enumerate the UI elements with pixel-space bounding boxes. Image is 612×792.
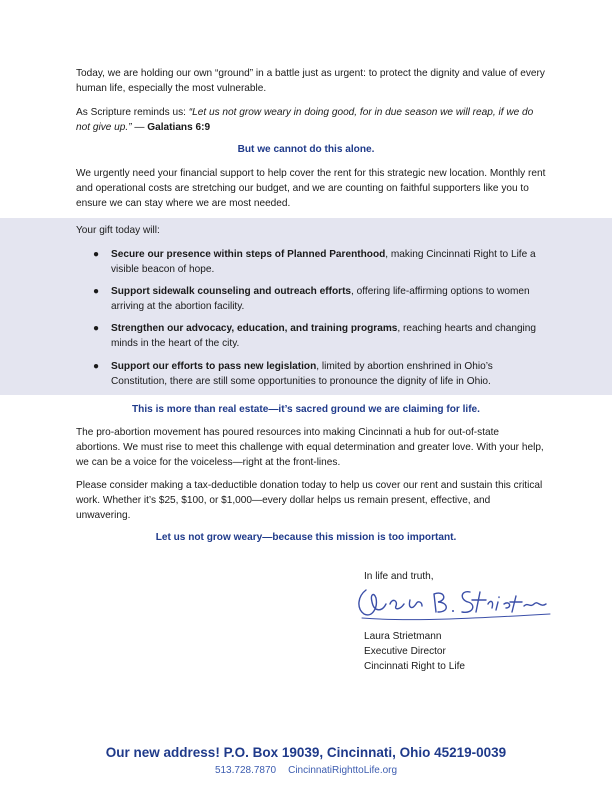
scripture-dash: —	[131, 122, 148, 133]
bullet-dot-icon: ●	[93, 361, 100, 372]
footer-contact	[0, 765, 612, 776]
callout-not-grow-weary: Let us not grow weary—because this mission is too important.	[155, 532, 457, 543]
scripture-reference: Galatians 6:9	[147, 122, 211, 133]
bullet-dot-icon: ●	[93, 323, 100, 334]
footer-phone: 513.728.7870	[214, 765, 277, 776]
scripture-paragraph	[76, 105, 546, 135]
bullet-text: , making Cincinnati Right to Life a visible beacon of hope.	[111, 249, 536, 275]
bullet-dot-icon: ●	[93, 249, 100, 260]
intro-paragraph: Today, we are holding our own “ground” in a battle just as urgent: to protect the dignity and value of every human life, especially the most vulnerable.	[76, 68, 545, 94]
scripture-lead: As Scripture reminds us:	[76, 107, 189, 118]
handwritten-signature	[352, 578, 552, 628]
gift-lead: Your gift today will:	[76, 225, 160, 236]
bullet-bold-text: Support our efforts to pass new legislation	[111, 361, 317, 372]
appeal-paragraph: We urgently need your financial support to help cover the rent for this strategic new location. Monthly rent and operational costs are stretching our budget, and we are counting on faithful supporters like you to ensure we can stay where we are most needed.	[76, 168, 546, 209]
bullet-bold-text: Support sidewalk counseling and outreach efforts	[111, 286, 352, 297]
bullet-text: , offering life-affirming options to women arriving at the abortion facility.	[111, 286, 530, 312]
donation-paragraph: Please consider making a tax-deductible donation today to help us cover our rent and sustain this critical work. Whether it’s $25, $100, or $1,000—every dollar helps us remain present, effective, and unwavering.	[76, 480, 543, 521]
bullet-text: , reaching hearts and changing minds in the heart of the city.	[111, 323, 537, 349]
bullet-bold-text: Secure our presence within steps of Planned Parenthood	[111, 249, 386, 260]
callout-sacred-ground: This is more than real estate—it’s sacred ground we are claiming for life.	[132, 404, 480, 415]
callout-not-alone: But we cannot do this alone.	[237, 144, 375, 155]
movement-paragraph: The pro-abortion movement has poured resources into making Cincinnati a hub for out-of-state abortions. We must rise to meet this challenge with equal determination and greater love. With your help, we can be a voice for the voiceless—right at the front-lines.	[76, 427, 544, 468]
signer-title: Executive Director	[364, 646, 446, 657]
footer-address: Our new address! P.O. Box 19039, Cincinnati, Ohio 45219-0039	[105, 745, 507, 760]
closing-line: In life and truth,	[364, 571, 434, 582]
footer-website: CincinnatiRighttoLife.org	[288, 765, 398, 776]
bullet-dot-icon: ●	[93, 286, 100, 297]
bullet-bold-text: Strengthen our advocacy, education, and training programs	[111, 323, 398, 334]
signer-organization: Cincinnati Right to Life	[364, 661, 465, 672]
signer-name: Laura Strietmann	[364, 631, 442, 642]
scripture-quote: “Let us not grow weary in doing good, for in due season we will reap, if we do not give up.”	[76, 107, 534, 133]
bullet-text: , limited by abortion enshrined in Ohio’s Constitution, there are still some opportunities to pronounce the dignity of life in Ohio.	[111, 361, 493, 387]
